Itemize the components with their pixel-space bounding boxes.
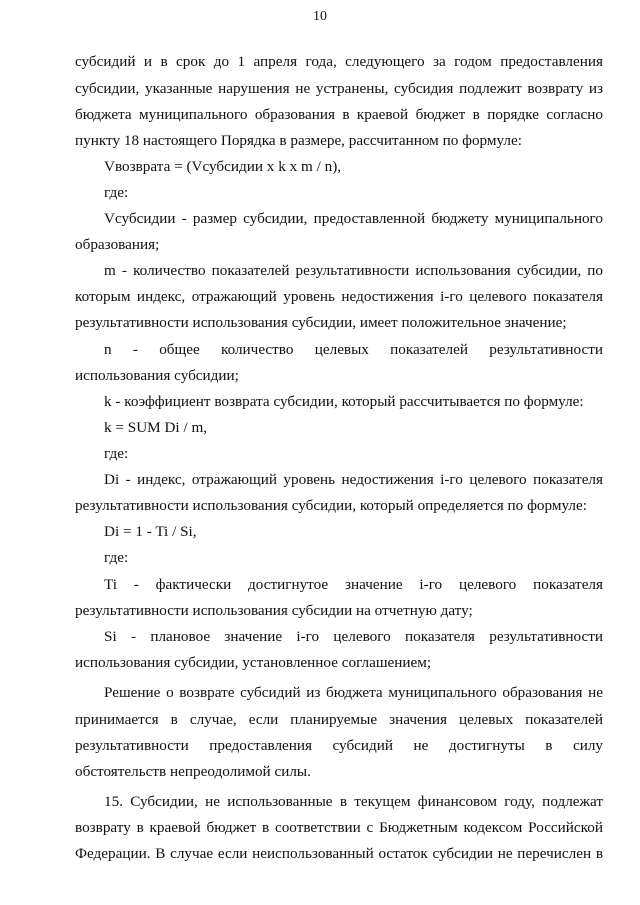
text-line: где:	[104, 445, 129, 462]
text-line: субсидии, указанные нарушения не устранены, субсидия подлежит возврату из	[75, 80, 603, 97]
formula-line: Di = 1 - Ti / Si,	[104, 523, 197, 540]
text-line: обстоятельств непреодолимой силы.	[75, 763, 311, 780]
formula-line: k = SUM Di / m,	[104, 419, 208, 436]
text-line: использования субсидии, установленное соглашением;	[75, 654, 432, 671]
text-line: Решение о возврате субсидий из бюджета муниципального образования не	[104, 684, 603, 701]
text-line: бюджета муниципального образования в краевой бюджет в порядке согласно	[75, 106, 603, 123]
text-line: образования;	[75, 236, 160, 253]
text-line: Di - индекс, отражающий уровень недостижения i-го целевого показателя	[104, 471, 603, 488]
text-line: Федерации. В случае если неиспользованный остаток субсидии не перечислен в	[75, 845, 603, 862]
text-line: использования субсидии;	[75, 367, 239, 384]
text-line: где:	[104, 549, 129, 566]
page-number: 10	[313, 9, 327, 24]
formula-line: Vвозврата = (Vсубсидии x k x m / n),	[104, 158, 342, 175]
text-line: результативности использования субсидии, имеет положительное значение;	[75, 314, 567, 331]
text-line: результативности использования субсидии на отчетную дату;	[75, 602, 473, 619]
text-line: принимается в случае, если планируемые значения целевых показателей	[75, 711, 603, 728]
text-line: пункту 18 настоящего Порядка в размере, рассчитанном по формуле:	[75, 132, 522, 149]
text-line: Ti - фактически достигнутое значение i-го целевого показателя	[104, 576, 603, 593]
text-line: m - количество показателей результативности использования субсидии, по	[104, 262, 603, 279]
text-line: Si - плановое значение i-го целевого показателя результативности	[104, 628, 603, 645]
text-line: которым индекс, отражающий уровень недостижения i-го целевого показателя	[75, 288, 603, 305]
text-line: результативности предоставления субсидий не достигнуты в силу	[75, 737, 603, 754]
text-line: возврату в краевой бюджет в соответствии с Бюджетным кодексом Российской	[75, 819, 603, 836]
text-line: результативности использования субсидии, который определяется по формуле:	[75, 497, 587, 514]
text-line: субсидий и в срок до 1 апреля года, следующего за годом предоставления	[75, 53, 603, 70]
text-line: где:	[104, 184, 129, 201]
text-line: 15. Субсидии, не использованные в текущем финансовом году, подлежат	[104, 793, 603, 810]
text-line: k - коэффициент возврата субсидии, который рассчитывается по формуле:	[104, 393, 584, 410]
text-line: n - общее количество целевых показателей результативности	[104, 341, 603, 358]
text-line: Vсубсидии - размер субсидии, предоставленной бюджету муниципального	[104, 210, 603, 227]
